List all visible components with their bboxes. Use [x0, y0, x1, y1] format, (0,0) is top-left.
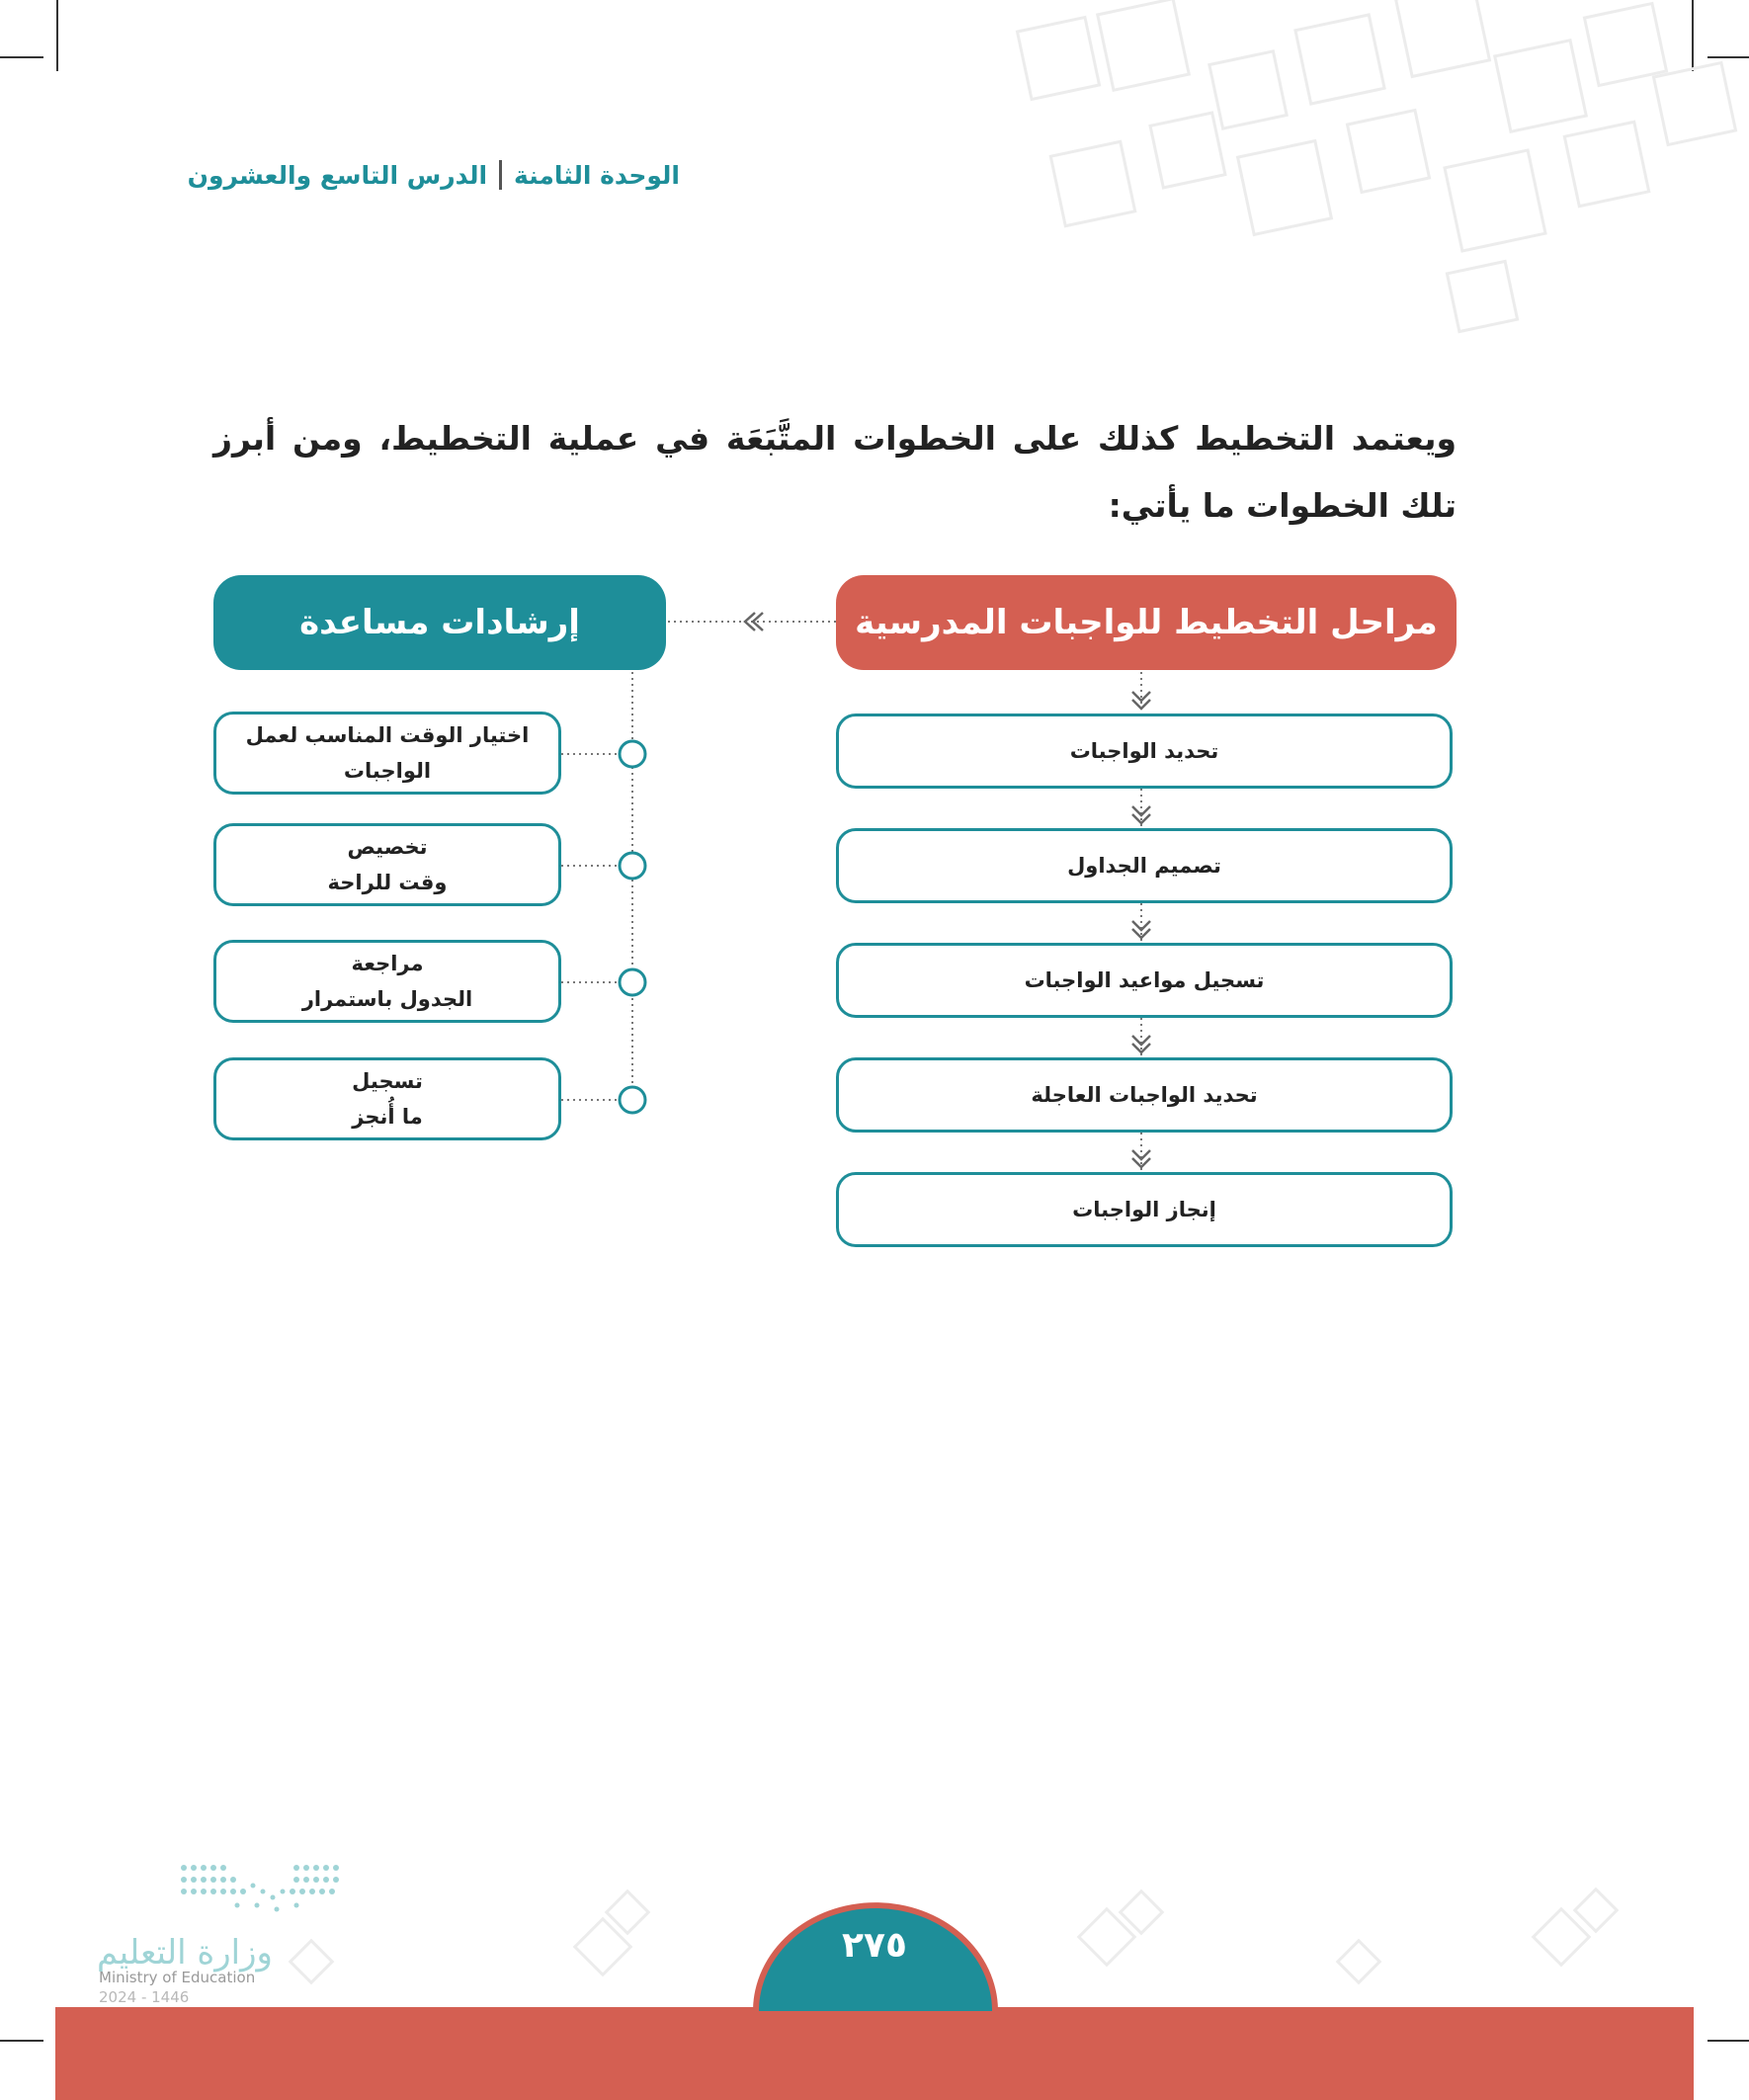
tip-line: مراجعة — [351, 952, 424, 975]
tip-box — [213, 1057, 561, 1140]
ministry-name-english: Ministry of Education — [99, 1969, 256, 1986]
tip-line: الواجبات — [343, 759, 432, 783]
stages-heading-text: مراحل التخطيط للواجبات المدرسية — [855, 603, 1438, 642]
stage-label: تحديد الواجبات العاجلة — [1031, 1083, 1258, 1107]
lesson-title: الدرس التاسع والعشرون — [187, 160, 488, 190]
stage-label: تسجيل مواعيد الواجبات — [1024, 968, 1265, 992]
ministry-logo-icon — [178, 1862, 351, 1921]
ministry-name-arabic: وزارة التعليم — [97, 1933, 273, 1973]
tip-line: الجدول باستمرار — [301, 987, 473, 1011]
tips-heading — [213, 575, 666, 670]
unit-title: الوحدة الثامنة — [514, 160, 680, 190]
stages-heading — [836, 575, 1457, 670]
arrow-icon — [745, 613, 763, 630]
tips-heading-text: إرشادات مساعدة — [299, 603, 580, 642]
edition-year: 2024 - 1446 — [99, 1988, 190, 2006]
stage-label: إنجاز الواجبات — [1072, 1198, 1216, 1221]
tip-line: تسجيل — [352, 1069, 423, 1093]
stage-box — [836, 1057, 1453, 1133]
stage-box — [836, 714, 1453, 789]
stage-box — [836, 943, 1453, 1018]
page-number: ٢٧٥ — [842, 1925, 907, 1966]
stage-label: تصميم الجداول — [1067, 854, 1221, 878]
tip-box — [213, 712, 561, 795]
stage-box — [836, 1172, 1453, 1247]
tip-line: اختيار الوقت المناسب لعمل — [245, 723, 530, 747]
tip-line: وقت للراحة — [327, 871, 448, 894]
tip-box — [213, 940, 561, 1023]
tip-line: ما أُنجز — [352, 1105, 423, 1129]
tip-line: تخصيص — [347, 835, 428, 859]
tip-box — [213, 823, 561, 906]
stage-label: تحديد الواجبات — [1069, 739, 1219, 763]
stage-box — [836, 828, 1453, 903]
intro-paragraph: ويعتمد التخطيط كذلك على الخطوات المتَّبَعَة في عملية التخطيط، ومن أبرز تلك الخطوات ما يأتي: — [213, 419, 1457, 525]
